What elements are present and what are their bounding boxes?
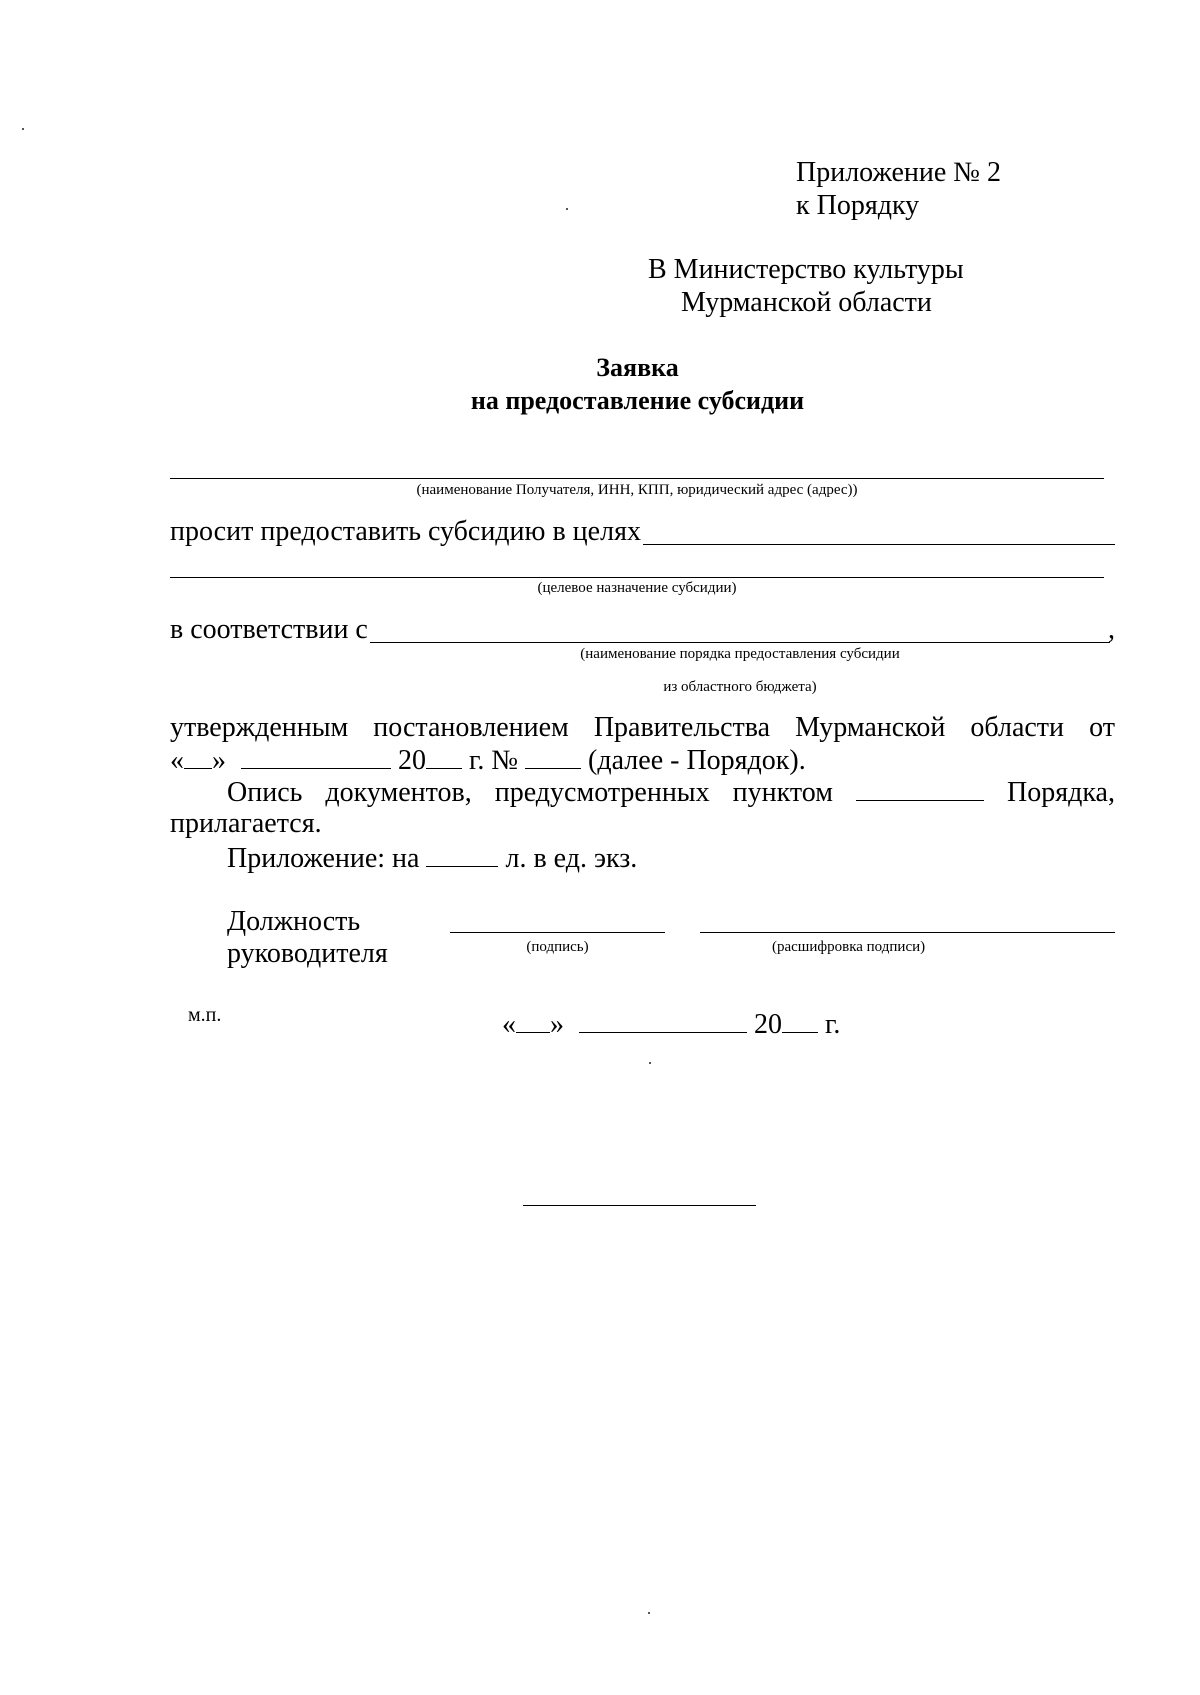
addressee-line1: В Министерство культуры: [648, 254, 964, 285]
scan-dot: [649, 1062, 651, 1064]
document-title: Заявка: [596, 353, 679, 382]
sign-year-field[interactable]: [782, 1008, 818, 1033]
hereinafter-text: (далее - Порядок).: [588, 745, 806, 776]
close-quote: »: [550, 1009, 564, 1040]
procedure-caption-line2: из областного бюджета): [663, 679, 817, 695]
sign-month-field[interactable]: [579, 1008, 747, 1033]
purpose-caption: (целевое назначение субсидии): [537, 580, 737, 596]
approved-word: Мурманской: [795, 712, 946, 743]
decoding-field-line[interactable]: [700, 932, 1115, 933]
position-label-line1: Должность: [227, 906, 361, 937]
purpose-field-line-2[interactable]: [170, 577, 1104, 578]
scan-dot: [22, 128, 24, 130]
scan-dot: [566, 208, 568, 210]
decree-date-line: [170, 744, 806, 777]
day-field[interactable]: [184, 744, 212, 769]
procedure-field-line[interactable]: [370, 642, 1110, 643]
position-label-line2: руководителя: [227, 938, 388, 969]
recipient-field-line[interactable]: [170, 478, 1104, 479]
decoding-caption: (расшифровка подписи): [772, 939, 926, 955]
closing-separator: [523, 1205, 756, 1206]
inventory-word: пунктом: [732, 777, 833, 808]
recipient-caption: (наименование Получателя, ИНН, КПП, юридический адрес (адрес)): [416, 482, 858, 498]
approved-word: утвержденным: [170, 712, 349, 743]
decree-number-field[interactable]: [525, 744, 581, 769]
inventory-word: Опись: [227, 777, 303, 808]
clause-number-field[interactable]: [856, 776, 984, 801]
appendix-reference: к Порядку: [796, 190, 920, 221]
addressee-line2: Мурманской области: [681, 287, 932, 318]
open-quote: «: [170, 745, 184, 776]
document-subtitle: на предоставление субсидии: [470, 386, 805, 415]
purpose-field-line-1[interactable]: [643, 544, 1115, 545]
sign-day-field[interactable]: [516, 1008, 550, 1033]
month-field[interactable]: [241, 744, 391, 769]
request-text: просит предоставить субсидию в целях: [170, 516, 641, 547]
year-prefix: 20: [398, 745, 426, 776]
attachment-suffix: л. в ед. экз.: [505, 843, 638, 874]
close-quote: »: [212, 745, 226, 776]
accordance-text: в соответствии с: [170, 614, 368, 645]
year-number-label: г. №: [469, 745, 519, 776]
sign-year-prefix: 20: [754, 1009, 782, 1040]
approved-word: постановлением: [373, 712, 569, 743]
attachment-line: [227, 842, 637, 875]
attachment-prefix: Приложение: на: [227, 843, 420, 874]
inventory-word: предусмотренных: [494, 777, 710, 808]
signature-caption: (подпись): [526, 939, 589, 955]
stamp-label: м.п.: [188, 1004, 222, 1026]
procedure-caption-line1: (наименование порядка предоставления субсидии: [580, 646, 900, 662]
inventory-tail: Порядка,: [1006, 777, 1115, 808]
inventory-line: [227, 776, 1115, 809]
appendix-number: Приложение № 2: [796, 157, 1001, 188]
year-field[interactable]: [426, 744, 462, 769]
signature-field-line[interactable]: [450, 932, 665, 933]
inventory-word: документов,: [325, 777, 472, 808]
inventory-line2: прилагается.: [170, 808, 322, 839]
accordance-comma: ,: [1108, 614, 1115, 645]
open-quote: «: [502, 1009, 516, 1040]
sheets-count-field[interactable]: [426, 842, 498, 867]
sign-year-suffix: г.: [825, 1009, 841, 1040]
approved-word: области: [970, 712, 1065, 743]
approved-word: от: [1089, 712, 1115, 743]
signature-date-line: [502, 1008, 840, 1041]
scan-dot: [648, 1612, 650, 1614]
approved-line: [170, 712, 1115, 744]
approved-word: Правительства: [593, 712, 771, 743]
